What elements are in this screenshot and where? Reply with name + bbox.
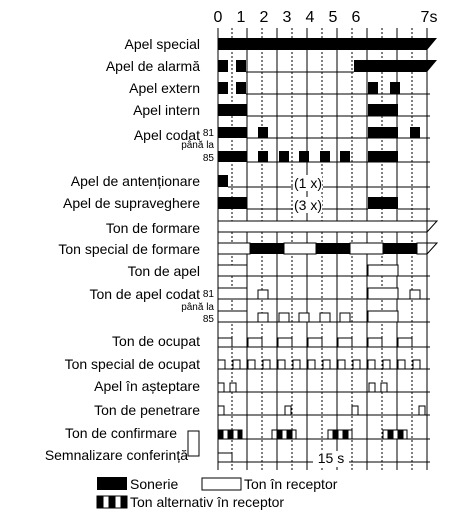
legend-swatch-ringer (97, 477, 127, 490)
ringer-bar (390, 82, 400, 94)
tone-bar (299, 313, 309, 322)
alt-segment (343, 430, 348, 439)
range-word-ton-de-apel-codat: până la (181, 302, 214, 313)
tone-bar (218, 383, 224, 392)
continuation-arrows (427, 221, 437, 254)
annotation-apel-de-supraveghere: (3 x) (294, 197, 322, 213)
tone-bar (218, 221, 427, 232)
tone-bar (218, 311, 247, 322)
tone-bar (263, 360, 270, 369)
ringer-bar (383, 243, 417, 254)
time-tick-4: 4 (305, 9, 315, 26)
alt-segment (272, 430, 277, 439)
time-tick-3: 3 (282, 9, 292, 26)
tone-bar (285, 406, 291, 415)
label-apel-de-antentionare: Apel de antenționare (70, 173, 200, 189)
label-ton-de-ocupat: Ton de ocupat (112, 333, 200, 349)
tone-bar (258, 313, 268, 322)
range-from-apel-codat: 81 (202, 128, 214, 139)
label-semnalizare-conferinta: Semnalizare conferință (44, 447, 188, 463)
tone-bar (353, 360, 360, 369)
alt-segment (228, 430, 233, 439)
tone-bar (218, 265, 247, 276)
tone-bar (369, 383, 375, 392)
legend-swatch-alt (115, 496, 121, 508)
legend-swatch-alt (97, 496, 103, 508)
alt-segment (338, 430, 343, 439)
alternating-group-2 (272, 430, 296, 439)
alt-segment (223, 430, 228, 439)
legend-label-alternating: Ton alternativ în receptor (130, 494, 285, 510)
time-tick-1: 1 (236, 9, 246, 26)
alt-segment (238, 430, 242, 439)
alt-segment (233, 430, 238, 439)
tone-bar (278, 338, 292, 347)
ringer-bar (368, 82, 378, 94)
label-ton-de-apel: Ton de apel (127, 263, 200, 279)
ringer-bar (410, 127, 420, 138)
alt-segment (292, 430, 296, 439)
alt-segment (398, 430, 403, 439)
annotation-apel-de-antentionare: (1 x) (294, 175, 322, 191)
time-axis (214, 9, 438, 26)
time-tick-7: 7s (420, 9, 438, 26)
tone-bar (218, 406, 224, 415)
alt-segment (328, 430, 333, 439)
tone-bar (248, 338, 262, 347)
label-ton-de-formare: Ton de formare (105, 220, 200, 236)
alt-segment (287, 430, 292, 439)
label-apel-codat: Apel codat (133, 127, 200, 143)
tone-bar (248, 360, 255, 369)
ringer-bar (340, 151, 350, 162)
tone-bar (368, 311, 398, 322)
alternating-tone-bars (218, 430, 407, 439)
legend-swatch-alt (121, 496, 127, 508)
tone-bar (383, 360, 390, 369)
ringer-bar (279, 151, 289, 162)
tone-bar (398, 360, 405, 369)
label-ton-special-de-formare: Ton special de formare (58, 241, 200, 257)
ringer-bar (236, 60, 246, 72)
time-tick-0: 0 (213, 9, 223, 26)
tone-bar (350, 243, 383, 254)
ringer-bar (218, 82, 228, 94)
alt-segment (388, 430, 393, 439)
range-word-apel-codat: până la (181, 140, 214, 151)
continuation-arrow-icon (427, 243, 437, 254)
ringer-bar (250, 243, 284, 254)
legend-label-tone: Ton în receptor (244, 476, 338, 492)
label-apel-extern: Apel extern (129, 80, 200, 96)
ringer-bar (218, 104, 247, 116)
tone-bar (218, 288, 247, 299)
tone-bar (218, 243, 250, 254)
legend (97, 476, 338, 510)
ringer-bar (218, 197, 247, 209)
tone-bar (368, 360, 375, 369)
ringer-bar (320, 151, 330, 162)
ringer-bar (218, 60, 228, 72)
tone-bar (218, 360, 225, 369)
label-apel-in-asteptare: Apel în așteptare (94, 378, 200, 394)
alt-segment (393, 430, 398, 439)
ringer-bar (218, 38, 427, 50)
label-apel-special: Apel special (124, 36, 200, 52)
time-tick-2: 2 (259, 9, 269, 26)
tone-bar (413, 360, 420, 369)
alt-segment (383, 430, 388, 439)
row-labels (45, 36, 200, 463)
tone-bar (340, 313, 350, 322)
ringer-bar (258, 127, 268, 138)
ringer-bar (218, 151, 247, 162)
tone-bar (258, 290, 268, 299)
ringer-bar (368, 127, 398, 138)
time-tick-5: 5 (328, 9, 338, 26)
tone-bar (368, 265, 398, 276)
legend-label-ringer: Sonerie (130, 476, 179, 492)
tone-bar (284, 243, 316, 254)
alt-segment (333, 430, 338, 439)
continuation-arrow-icon (427, 221, 437, 232)
tone-bar (410, 290, 420, 299)
tone-bar (278, 360, 285, 369)
tone-bar (293, 360, 300, 369)
tone-bar (338, 338, 352, 347)
tone-bar (352, 406, 358, 415)
time-tick-6: 6 (351, 9, 361, 26)
alt-segment (277, 430, 282, 439)
ringer-bar-end (427, 38, 437, 50)
tone-bar (230, 383, 236, 392)
legend-swatch-alt (103, 496, 109, 508)
label-ton-de-confirmare: Ton de confirmare (64, 425, 177, 441)
tone-bar (320, 313, 330, 322)
ringer-bar (368, 197, 398, 209)
ringer-bar (258, 151, 268, 162)
alt-segment (348, 430, 352, 439)
alternating-group-3 (328, 430, 352, 439)
ringer-bar (218, 175, 228, 187)
tone-bar (398, 338, 412, 347)
range-to-apel-codat: 85 (202, 153, 214, 164)
label-apel-de-supraveghere: Apel de supraveghere (63, 195, 200, 211)
alternating-group-1 (218, 430, 242, 439)
tone-bar (381, 383, 387, 392)
tone-bar (368, 288, 398, 299)
legend-swatch-tone (202, 478, 241, 490)
tone-bar (308, 338, 322, 347)
alt-segment (282, 430, 287, 439)
alt-segment (403, 430, 407, 439)
tone-bar (279, 313, 289, 322)
ringer-bar (218, 127, 247, 138)
tone-bar (419, 406, 425, 415)
alternating-group-4 (383, 430, 407, 439)
label-ton-de-apel-codat: Ton de apel codat (89, 286, 200, 302)
ringer-bar-end (427, 60, 437, 72)
range-from-ton-de-apel-codat: 81 (202, 289, 214, 300)
alt-segment (218, 430, 223, 439)
legend-swatch-alt (109, 496, 115, 508)
ringer-bar (368, 104, 398, 116)
confirmation-tone-marker (188, 431, 199, 456)
ringer-bar (354, 60, 427, 72)
tone-bar (218, 338, 232, 347)
tone-bar (218, 453, 232, 462)
tone-bar (338, 360, 345, 369)
label-apel-intern: Apel intern (133, 102, 200, 118)
tone-bar (323, 360, 330, 369)
range-to-ton-de-apel-codat: 85 (202, 314, 214, 325)
tone-bar (368, 338, 382, 347)
ringer-bar (316, 243, 350, 254)
annotation-semnalizare-conferinta: 15 s (317, 450, 345, 466)
label-ton-special-de-ocupat: Ton special de ocupat (64, 356, 200, 372)
label-apel-de-alarma: Apel de alarmă (105, 58, 200, 74)
tone-bar (233, 360, 240, 369)
ringer-bar (368, 151, 398, 162)
tone-bar (308, 360, 315, 369)
tone-bar (417, 243, 427, 254)
ringer-bar (299, 151, 309, 162)
ringer-bar (236, 82, 246, 94)
label-ton-de-penetrare: Ton de penetrare (94, 402, 200, 418)
